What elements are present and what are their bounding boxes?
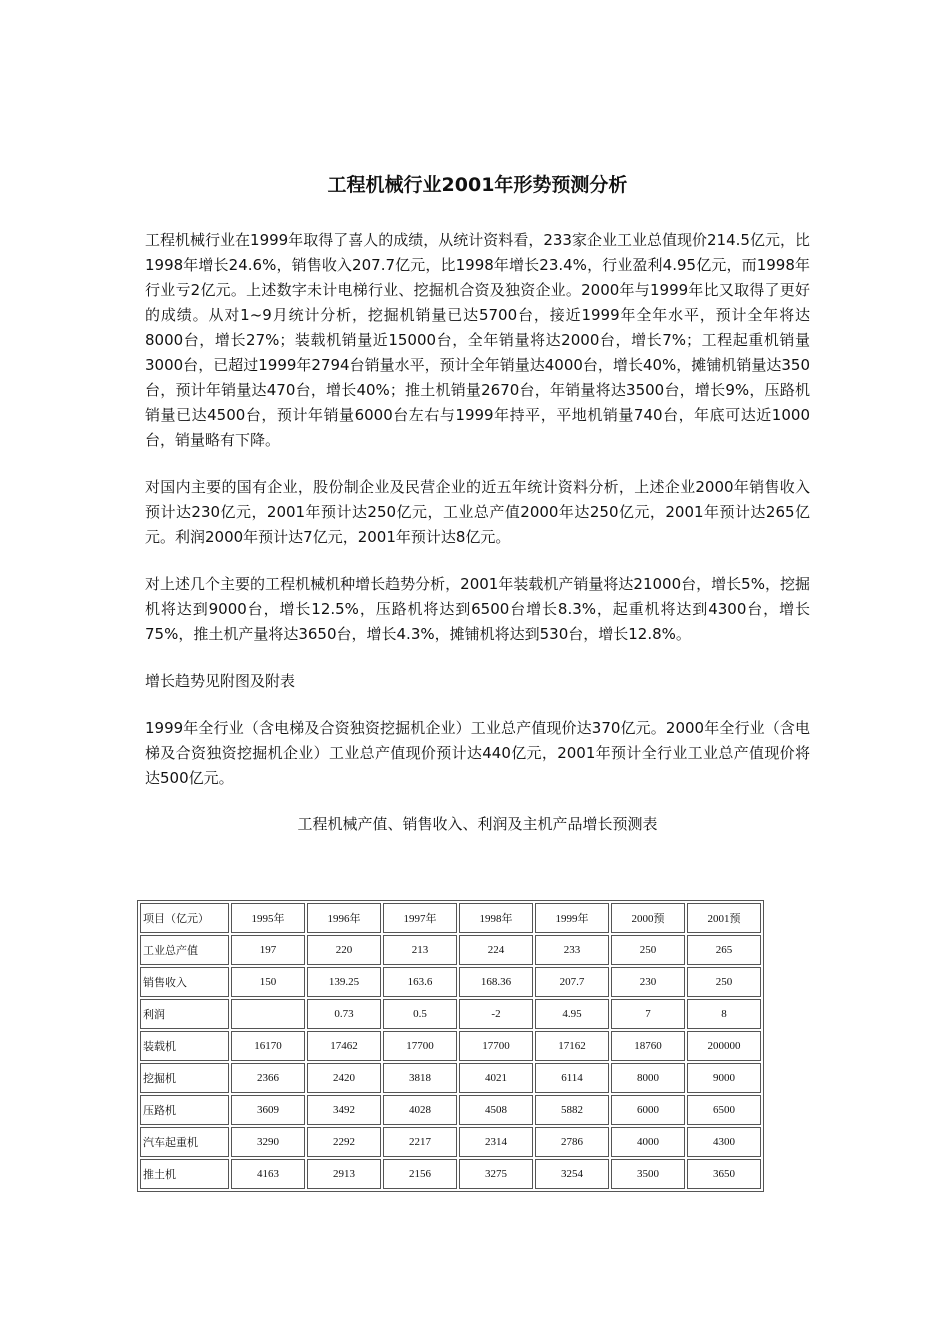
table-cell: 4508 — [459, 1095, 533, 1125]
paragraph-see-figure: 增长趋势见附图及附表 — [145, 672, 296, 690]
table-cell: 0.5 — [383, 999, 457, 1029]
header-cell-year: 2000预 — [611, 903, 685, 933]
table-cell: 207.7 — [535, 967, 609, 997]
table-cell: 3254 — [535, 1159, 609, 1189]
table-cell: 2366 — [231, 1063, 305, 1093]
table-cell: 3500 — [611, 1159, 685, 1189]
row-label-cell: 压路机 — [140, 1095, 229, 1125]
table-cell: 6000 — [611, 1095, 685, 1125]
table-cell: 17162 — [535, 1031, 609, 1061]
table-cell: 3609 — [231, 1095, 305, 1125]
table-row — [140, 999, 761, 1029]
table-cell: 7 — [611, 999, 685, 1029]
table-cell: 5882 — [535, 1095, 609, 1125]
table-row — [140, 935, 761, 965]
row-label-cell: 销售收入 — [140, 967, 229, 997]
row-label-cell: 利润 — [140, 999, 229, 1029]
header-cell-year: 2001预 — [687, 903, 761, 933]
table-cell: 2420 — [307, 1063, 381, 1093]
table-cell: 8 — [687, 999, 761, 1029]
table-cell: 150 — [231, 967, 305, 997]
table-cell: 4021 — [459, 1063, 533, 1093]
table-cell: 224 — [459, 935, 533, 965]
header-cell-item: 项目（亿元） — [140, 903, 229, 933]
header-cell-year: 1998年 — [459, 903, 533, 933]
header-cell-year: 1996年 — [307, 903, 381, 933]
table-row — [140, 1159, 761, 1189]
paragraph-industry-overview: 工程机械行业在1999年取得了喜人的成绩，从统计资料看，233家企业工业总值现价214.5亿元，比1998年增长24.6%，销售收入207.7亿元，比1998年增长23.4%，行业盈利4.95亿元，而1998年行业亏2亿元。上述数字未计电梯行业、挖掘机合资及独资企业。2000年与1999年比又取得了更好的成绩。从对1~9月统计分析，挖掘机销量已达5700台，接近1999年全年水平，预计全年将达8000台，增长27%；装载机销量近15000台，全年销量将达2000台，增长7%；工程起重机销量3000台，已超过1999年2794台销量水平，预计全年销量达4000台，增长40%，摊铺机销量达350台，预计年销量达470台，增长40%；推土机销量2670台，年销量将达3500台，增长9%，压路机销量已达4500台，预计年销量6000台左右与1999年持平，平地机销量740台，年底可达近1000台，销量略有下降。 — [145, 231, 810, 449]
table-cell: 220 — [307, 935, 381, 965]
table-cell: 3290 — [231, 1127, 305, 1157]
table-cell: 16170 — [231, 1031, 305, 1061]
table-cell: 197 — [231, 935, 305, 965]
table-row — [140, 1127, 761, 1157]
table-cell: 265 — [687, 935, 761, 965]
table-cell: 200000 — [687, 1031, 761, 1061]
header-cell-year: 1999年 — [535, 903, 609, 933]
table-row — [140, 967, 761, 997]
table-cell: 4000 — [611, 1127, 685, 1157]
paragraph-enterprise-analysis: 对国内主要的国有企业，股份制企业及民营企业的近五年统计资料分析，上述企业2000年销售收入预计达230亿元，2001年预计达250亿元，工业总产值2000年达250亿元，2001年预计达265亿元。利润2000年预计达7亿元，2001年预计达8亿元。 — [145, 478, 810, 546]
table-row — [140, 1095, 761, 1125]
forecast-table-body — [140, 903, 761, 1189]
table-cell: 233 — [535, 935, 609, 965]
table-cell: 3275 — [459, 1159, 533, 1189]
table-cell: 17700 — [459, 1031, 533, 1061]
table-cell: 2292 — [307, 1127, 381, 1157]
table-row — [140, 1063, 761, 1093]
table-cell: 2314 — [459, 1127, 533, 1157]
table-cell: 4028 — [383, 1095, 457, 1125]
row-label-cell: 推土机 — [140, 1159, 229, 1189]
table-cell: 8000 — [611, 1063, 685, 1093]
table-cell: 17462 — [307, 1031, 381, 1061]
table-cell: 4.95 — [535, 999, 609, 1029]
table-cell: 2913 — [307, 1159, 381, 1189]
table-cell: 168.36 — [459, 967, 533, 997]
forecast-table — [137, 900, 764, 1192]
table-cell: 2156 — [383, 1159, 457, 1189]
table-cell — [231, 999, 305, 1029]
header-cell-year: 1995年 — [231, 903, 305, 933]
table-cell: 3818 — [383, 1063, 457, 1093]
row-label-cell: 装载机 — [140, 1031, 229, 1061]
table-cell: 250 — [687, 967, 761, 997]
table-cell: -2 — [459, 999, 533, 1029]
row-label-cell: 挖掘机 — [140, 1063, 229, 1093]
table-cell: 213 — [383, 935, 457, 965]
table-cell: 6500 — [687, 1095, 761, 1125]
table-cell: 2217 — [383, 1127, 457, 1157]
row-label-cell: 工业总产值 — [140, 935, 229, 965]
table-cell: 0.73 — [307, 999, 381, 1029]
table-cell: 4300 — [687, 1127, 761, 1157]
table-cell: 6114 — [535, 1063, 609, 1093]
paragraph-growth-trend: 对上述几个主要的工程机械机种增长趋势分析，2001年装载机产销量将达21000台，增长5%，挖掘机将达到9000台，增长12.5%，压路机将达到6500台增长8.3%，起重机将达到4300台，增长75%，推土机产量将达3650台，增长4.3%，摊铺机将达到530台，增长12.8%。 — [145, 575, 810, 643]
table-cell: 139.25 — [307, 967, 381, 997]
table-cell: 18760 — [611, 1031, 685, 1061]
table-cell: 163.6 — [383, 967, 457, 997]
document-title: 工程机械行业2001年形势预测分析 — [327, 174, 628, 196]
table-cell: 17700 — [383, 1031, 457, 1061]
table-caption: 工程机械产值、销售收入、利润及主机产品增长预测表 — [297, 815, 658, 833]
table-cell: 250 — [611, 935, 685, 965]
table-cell: 2786 — [535, 1127, 609, 1157]
document-body — [145, 172, 810, 853]
table-cell: 3650 — [687, 1159, 761, 1189]
header-cell-year: 1997年 — [383, 903, 457, 933]
table-row — [140, 1031, 761, 1061]
paragraph-total-output: 1999年全行业（含电梯及合资独资挖掘机企业）工业总产值现价达370亿元。2000年全行业（含电梯及合资独资挖掘机企业）工业总产值现价预计达440亿元，2001年预计全行业工业总产值现价将达500亿元。 — [145, 719, 810, 787]
table-cell: 4163 — [231, 1159, 305, 1189]
table-header-row — [140, 903, 761, 933]
table-cell: 230 — [611, 967, 685, 997]
table-cell: 3492 — [307, 1095, 381, 1125]
row-label-cell: 汽车起重机 — [140, 1127, 229, 1157]
table-cell: 9000 — [687, 1063, 761, 1093]
